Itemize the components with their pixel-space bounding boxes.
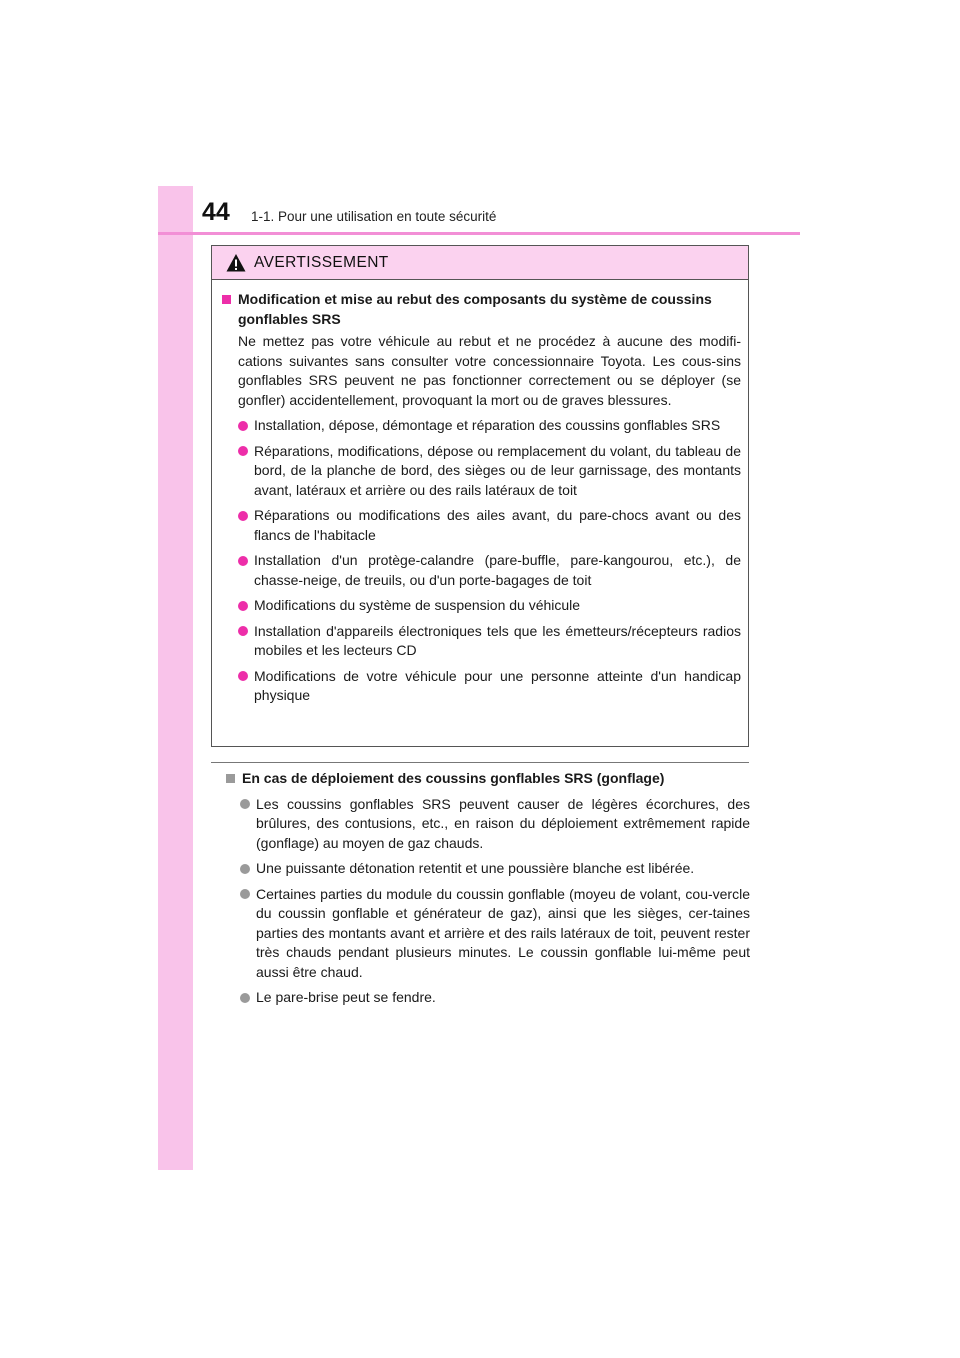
section-title: 1-1. Pour une utilisation en toute sécurité xyxy=(251,209,497,224)
side-color-band xyxy=(158,186,193,1170)
circle-bullet-icon xyxy=(240,799,250,809)
section-list-item xyxy=(240,885,750,983)
warning-list-item xyxy=(238,442,741,501)
circle-bullet-icon xyxy=(238,446,248,456)
warning-box xyxy=(211,245,749,747)
section-divider xyxy=(211,762,749,763)
circle-bullet-icon xyxy=(238,556,248,566)
warning-list-item-text: Réparations, modifications, dépose ou remplacement du volant, du tableau de bord, de la planche de bord, des sièges ou de leur garnissage, des montants avant, latéraux et arrière ou des rails latéraux de toit xyxy=(254,442,741,498)
warning-triangle-icon xyxy=(226,253,246,273)
deployment-section xyxy=(226,769,750,1008)
warning-title: AVERTISSEMENT xyxy=(254,253,389,271)
warning-list-item xyxy=(238,416,741,436)
circle-bullet-icon xyxy=(238,601,248,611)
circle-bullet-icon xyxy=(238,626,248,636)
circle-bullet-icon xyxy=(238,511,248,521)
section-list-item xyxy=(240,795,750,854)
square-bullet-icon xyxy=(226,774,235,783)
warning-list-item xyxy=(238,506,741,545)
warning-list-item-text: Réparations ou modifications des ailes avant, du pare-chocs avant ou des flancs de l'habitacle xyxy=(254,507,741,543)
page-number: 44 xyxy=(202,198,230,226)
warning-paragraph: Ne mettez pas votre véhicule au rebut et ne procédez à aucune des modifi-cations suivantes sans consulter votre concessionnaire Toyota. Les cous-sins gonflables SRS peuvent ne pas fonctionner correctement ou se déployer (se gonfler) accidentellement, provoquant la mort ou de graves blessures. xyxy=(238,333,741,408)
section-subheading-text: En cas de déploiement des coussins gonflables SRS (gonflage) xyxy=(242,770,665,786)
warning-subheading-text: Modification et mise au rebut des composants du système de coussins gonflables SRS xyxy=(238,291,712,327)
square-bullet-icon xyxy=(222,295,231,304)
warning-list-item-text: Installation, dépose, démontage et réparation des coussins gonflables SRS xyxy=(254,417,721,433)
section-list-item xyxy=(240,988,750,1008)
warning-list-item-text: Modifications de votre véhicule pour une personne atteinte d'un handicap physique xyxy=(254,667,741,703)
circle-bullet-icon xyxy=(240,864,250,874)
header-rule xyxy=(158,232,800,235)
warning-list-item xyxy=(238,596,741,616)
section-list-item-text: Certaines parties du module du coussin gonflable (moyeu de volant, cou-vercle du coussin gonflable et générateur de gaz), ainsi que les sièges, cer-taines parties des montants avant et arrière et des rails latéraux de toit, peuvent rester très chauds pendant plusieurs minutes. Le coussin gonflable lui-même peut aussi être chaud. xyxy=(256,885,750,980)
warning-list-item-text: Installation d'un protège-calandre (pare-buffle, pare-kangourou, etc.), de chasse-neige, de treuils, ou d'un porte-bagages de toit xyxy=(254,552,741,588)
warning-list-item-text: Installation d'appareils électroniques tels que les émetteurs/récepteurs radios mobiles et les lecteurs CD xyxy=(254,622,741,658)
warning-list-item xyxy=(238,622,741,661)
section-subheading xyxy=(226,769,750,789)
warning-subheading xyxy=(222,290,741,329)
circle-bullet-icon xyxy=(240,889,250,899)
circle-bullet-icon xyxy=(240,993,250,1003)
circle-bullet-icon xyxy=(238,421,248,431)
section-list-item-text: Le pare-brise peut se fendre. xyxy=(256,989,436,1005)
warning-header xyxy=(212,246,748,280)
warning-list-item-text: Modifications du système de suspension du véhicule xyxy=(254,597,581,613)
warning-list-item xyxy=(238,551,741,590)
warning-list-item xyxy=(238,667,741,706)
section-list-item-text: Une puissante détonation retentit et une poussière blanche est libérée. xyxy=(256,860,695,876)
warning-body xyxy=(212,280,748,706)
circle-bullet-icon xyxy=(238,671,248,681)
section-list-item-text: Les coussins gonflables SRS peuvent causer de légères écorchures, des brûlures, des contusions, etc., en raison du déploiement extrêmement rapide (gonflage) au moyen de gaz chauds. xyxy=(256,795,750,851)
section-list-item xyxy=(240,859,750,879)
